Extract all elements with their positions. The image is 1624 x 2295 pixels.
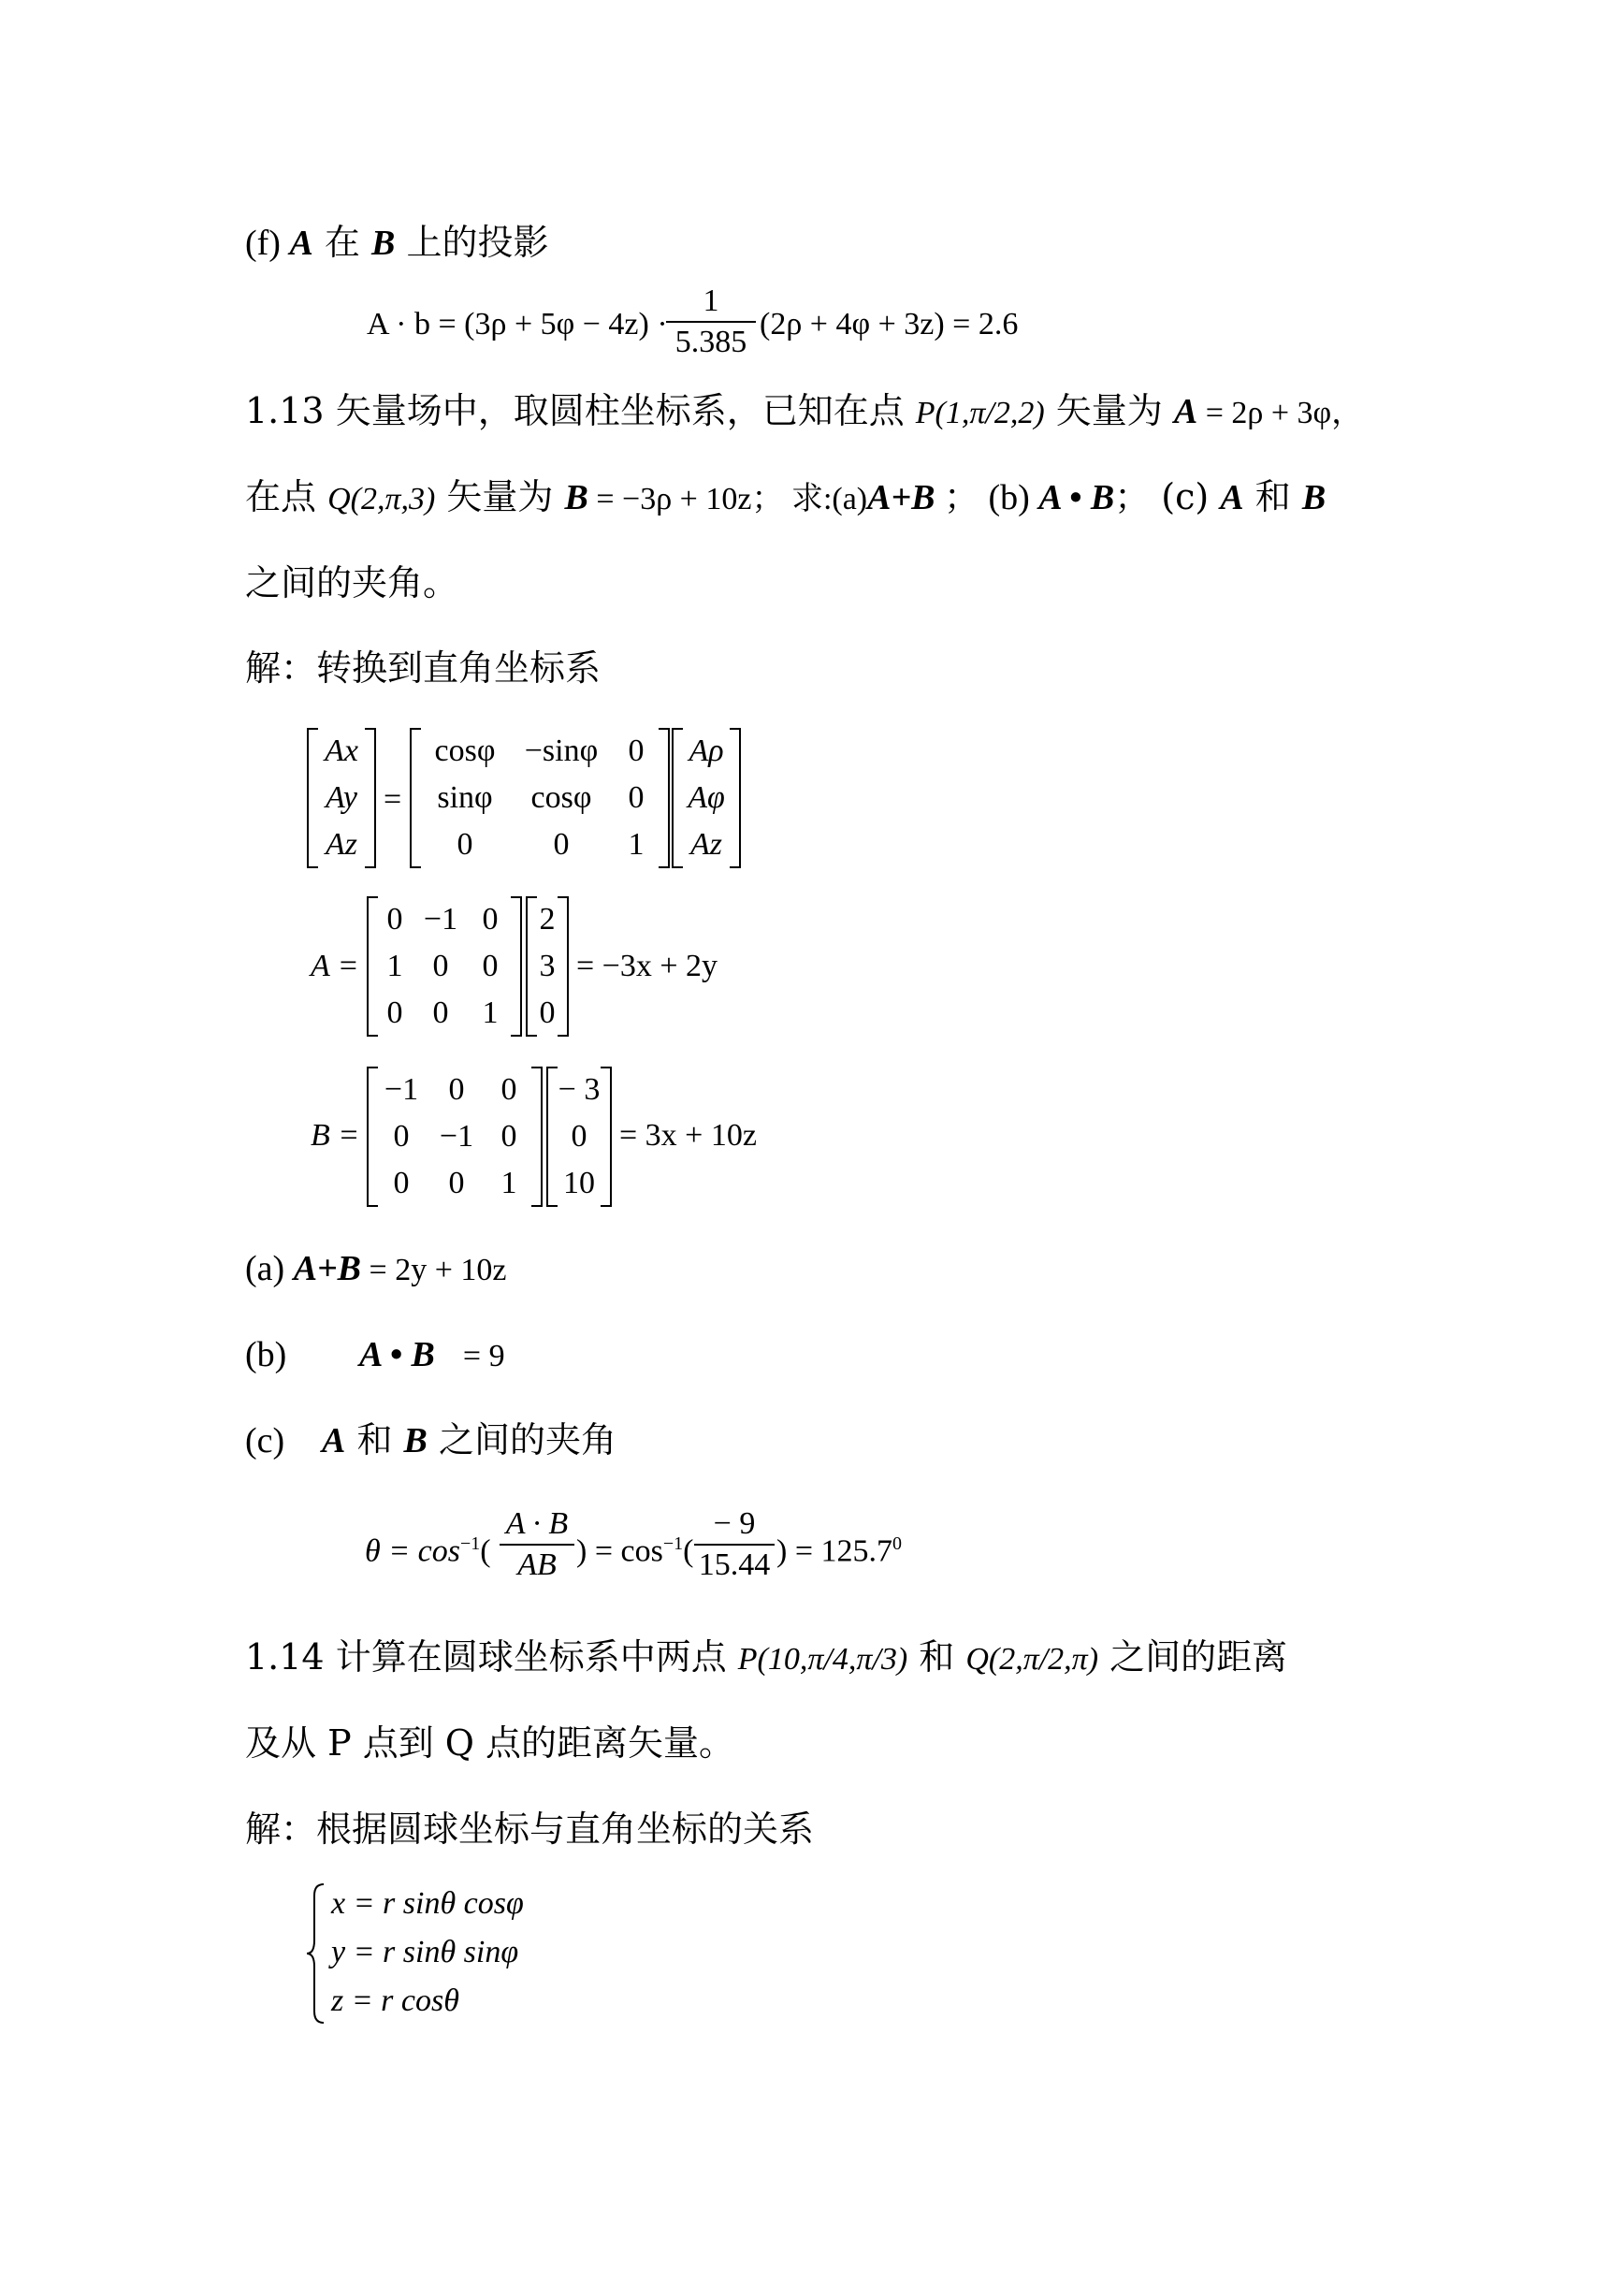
theta-mid: ) = $\cos^{-1}$( bbox=[576, 1533, 694, 1569]
B-cylindrical-vector: − 3 0 10 bbox=[546, 1067, 612, 1207]
spherical-y: y = r sinθ sinφ bbox=[331, 1935, 519, 1969]
answer-b-expr: A • B = 9 bbox=[359, 1335, 505, 1374]
line-f-heading: (f) A 在 B 上的投影 bbox=[245, 222, 549, 263]
answer-c-text: A 和 B 之间的夹角 bbox=[322, 1419, 616, 1460]
B-cartesian-result: = 3x + 10z bbox=[619, 1118, 757, 1153]
projection-equation bbox=[367, 309, 668, 341]
transform-equals: = bbox=[384, 782, 402, 817]
projection-rhs: (2ρ + 4φ + 3z) = 2.6 bbox=[760, 307, 1019, 341]
A-rotation-matrix: 0 −1 0 1 0 0 0 0 1 bbox=[367, 896, 522, 1037]
spherical-x: x = r sinθ cosφ bbox=[331, 1886, 524, 1921]
solution-1-13-heading: 解：转换到直角坐标系 bbox=[245, 647, 602, 689]
A-cylindrical-vector: 2 3 0 bbox=[526, 896, 569, 1037]
problem-1-13-line3: 之间的夹角。 bbox=[245, 562, 459, 603]
A-cartesian-result: = −3x + 2y bbox=[576, 949, 718, 983]
answer-b: (b) bbox=[245, 1335, 287, 1374]
problem-1-13-line2: 在点 Q(2,π,3) 矢量为 B = −3ρ + 10z； 求:(a)A+B ； (b) A • B； (c) A 和 B bbox=[245, 476, 1327, 517]
problem-1-14-line2: 及从 P 点到 Q 点的距离矢量。 bbox=[245, 1722, 735, 1764]
theta-rhs: ) = $125.7^0$ bbox=[776, 1533, 902, 1569]
spherical-z: z = r cosθ bbox=[331, 1983, 459, 2018]
projection-lhs: A · b = (3ρ + 5φ − 4z) · bbox=[367, 307, 668, 341]
transform-matrix: cosφ −sinφ 0 sinφ cosφ 0 0 0 1 bbox=[410, 728, 670, 868]
transform-lhs-vector: Ax Ay Az bbox=[307, 728, 376, 868]
B-vector-label: B = bbox=[311, 1118, 360, 1153]
answer-c: (c) bbox=[245, 1421, 285, 1460]
B-rotation-matrix: −1 0 0 0 −1 0 0 0 1 bbox=[367, 1067, 543, 1207]
system-brace bbox=[305, 1882, 327, 2025]
A-vector-label: A = bbox=[311, 949, 359, 983]
transform-rhs-vector: Aρ Aφ Az bbox=[672, 728, 741, 868]
problem-1-14-line1: 1.14 计算在圆球坐标系中两点 P(10,π/4,π/3) 和 Q(2,π/2,π) 之间的距离 bbox=[245, 1636, 1288, 1678]
theta-fraction-2: − 9 15.44 bbox=[694, 1508, 775, 1581]
solution-1-14-heading: 解：根据圆球坐标与直角坐标的关系 bbox=[245, 1808, 815, 1850]
answer-a: (a) A+B = 2y + 10z bbox=[245, 1249, 507, 1288]
theta-fraction-1: A · B AB bbox=[500, 1508, 574, 1581]
problem-1-13-line1: 1.13 矢量场中，取圆柱坐标系，已知在点 P(1,π/2,2) 矢量为 A = 2ρ + 3φ， bbox=[245, 390, 1364, 431]
projection-fraction: 1 5.385 bbox=[666, 285, 756, 358]
theta-lhs: $\theta = \cos^{-1}$( bbox=[365, 1533, 491, 1569]
